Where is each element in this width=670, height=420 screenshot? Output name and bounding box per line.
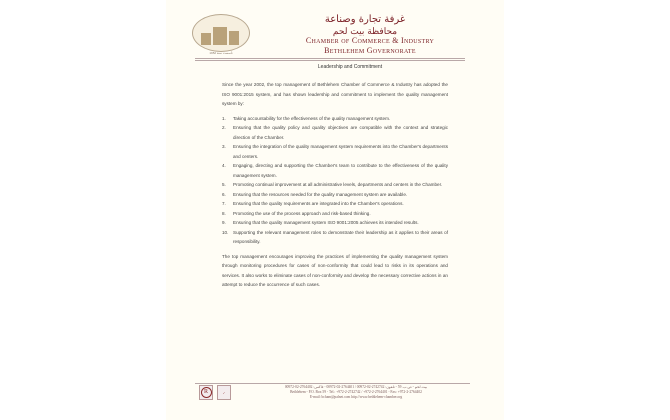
list-item: 5. Promoting continual improvement at all administrative levels, departments and centers in the Chamber. (222, 182, 443, 187)
commitment-list (222, 114, 448, 247)
list-item: 1. Taking accountability for the effectiveness of the quality management system. (222, 115, 391, 121)
header-arabic-line2: محافظة بيت لحم (332, 27, 398, 37)
header-divider (195, 58, 465, 59)
footer-divider (195, 383, 470, 384)
closing-paragraph: The top management encourages improving the practices of implementing the quality management system through monitoring procedures for cases of non-conformity that could lead to risks in its operations and services. It also works to eliminate cases of non-conformity and develop the necessary corrective actions in an attempt to reduce the occurrence of such cases. (222, 253, 448, 287)
intro-paragraph: Since the year 2002, the top management of Bethlehem Chamber of Commerce & Industry has adopted the ISO 9001:2015 system, and has shown leadership and commitment to implement the quality management system by: (222, 82, 448, 106)
footer-address-line: Bethlehem - P.O. Box 59 - Tel.: +972-2-2742742 / +972-2-2764401 - Fax: +972-2-2764402 (290, 390, 422, 394)
header-arabic-line1: غرفة تجارة وصناعة (324, 14, 406, 25)
footer-arabic-line: بيت لحم - ص.ب. 59 - تلفون: 2742742-02-00972 / 2764401-02-00972 - فاكس: 2764402-02-00972 (284, 385, 428, 389)
footer-contact (240, 385, 472, 400)
logo-caption: تأسست سنة 1952 (209, 51, 233, 55)
registered-icon: R (199, 385, 213, 400)
list-item: 7. Ensuring that the quality requirements are integrated into the Chamber's operations. (222, 201, 404, 206)
list-item: 6. Ensuring that the resources needed for the quality management system are available. (222, 191, 408, 197)
footer-logos (199, 385, 231, 400)
list-item: 8. Promoting the use of the process approach and risk-based thinking. (222, 210, 371, 216)
certification-icon: ✓ (217, 385, 231, 400)
header-english-line1: Chamber of Commerce & Industry (305, 36, 435, 45)
list-item: 3. Ensuring the integration of the quality management system requirements into the Chamber's departments and centers. (222, 144, 448, 159)
list-item: 9. Ensuring that the quality management system ISO 9001:2005 achieves its intended results. (222, 220, 419, 225)
header-divider (195, 60, 465, 61)
header-english-line2: Bethlehem Governorate (324, 46, 416, 55)
chamber-logo (192, 14, 250, 52)
list-item: 4. Engaging, directing and supporting the Chamber's team to contribute to the effectiveness of the quality management system. (222, 163, 448, 178)
document-body (222, 80, 448, 290)
list-item: 2. Ensuring that the quality policy and quality objectives are compatible with the context and strategic direction of the Chamber. (222, 125, 448, 140)
list-item: 10. Supporting the relevant management roles to demonstrate their leadership as it applies to their areas of responsibility. (222, 229, 448, 244)
footer-contact-line: E-mail: bcham@palnet.com http://www.bethlehem-chamber.org (309, 395, 403, 399)
document-title: Leadership and Commitment (317, 64, 383, 70)
